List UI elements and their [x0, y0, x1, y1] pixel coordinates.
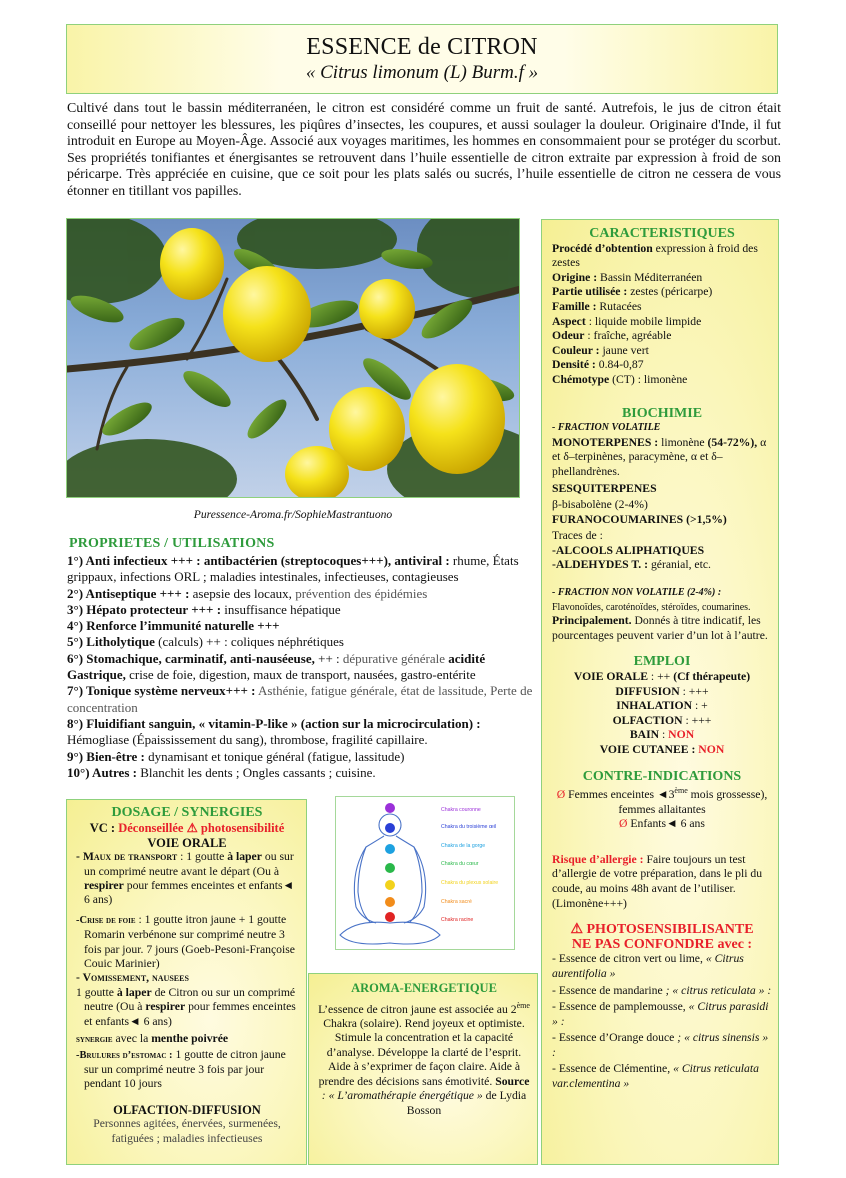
prop-item: 6°) Stomachique, carminatif, anti-nauséeuse, ++ : dépurative générale acidité Gastrique, crise de foie, digestion, maux de transport, nausées, gastro-entérite	[67, 650, 486, 683]
principalement: Principalement. Donnés à titre indicatif, les pourcentages peuvent varier d’un lot à l’autre.	[552, 614, 768, 642]
carac-row: Procédé d’obtention expression à froid des zestes	[552, 241, 758, 270]
prop-item: 4°) Renforce l’immunité naturelle +++	[67, 618, 280, 634]
chakra-dot	[385, 844, 395, 854]
aroma-content	[317, 981, 531, 1118]
prop-item: 8°) Fluidifiant sanguin, « vitamin-P-like » (action sur la microcirculation) : Hémogliase (Épaississement du sang), thrombose, fragilité capillaire.	[67, 715, 481, 748]
prop-item: 10°) Autres : Blanchit les dents ; Ongles cassants ; cuisine.	[67, 764, 376, 780]
contre-title: CONTRE-INDICATIONS	[582, 768, 742, 784]
flavonoides: Flavonoïdes, caroténoïdes, stéroïdes, coumarines.	[552, 601, 751, 613]
lemon-photo	[66, 218, 520, 498]
chakra-dot	[385, 863, 395, 873]
carac-row: Chémotype (CT) : limonène	[552, 372, 688, 386]
chakra-dot	[385, 823, 395, 833]
carac-row: Couleur : jaune vert	[552, 343, 649, 357]
confusion-item: - Essence de Clémentine, « Citrus reticulata var.clementina »	[552, 1062, 759, 1091]
props-title: PROPRIETES / UTILISATIONS	[69, 536, 275, 551]
emploi-inhalation: INHALATION : +	[616, 699, 708, 713]
voie-orale: VOIE ORALE	[147, 835, 227, 850]
chakra-label: Chakra du plexus solaire	[441, 880, 499, 886]
emploi-diffusion: DIFFUSION : +++	[615, 684, 709, 698]
emploi-orale: VOIE ORALE : ++ (Cf thérapeute)	[573, 669, 751, 683]
prop-item: 3°) Hépato protecteur +++ : insuffisance hépatique	[67, 601, 341, 617]
monoterpenes: MONOTERPENES : limonène (54-72%), α et δ–terpinènes, paracymène, α et δ–phellandrènes.	[552, 435, 767, 478]
dosage-content	[76, 806, 298, 1146]
prop-item: 1°) Anti infectieux +++ : antibactérien (streptocoques+++), antiviral : rhume, États grippaux, infections ORL ; maladies intestinales, infectieuses, contagieuses	[67, 553, 519, 585]
risque-allergie: Risque d’allergie : Faire toujours un test d’allergie de votre préparation, dans le pli du coude, au moins 48h avant de l’utiliser. (Limonène+++)	[552, 852, 763, 910]
confusion-item: - Essence de citron vert ou lime, « Citrus aurentifolia »	[552, 952, 744, 980]
carac-row: Origine : Bassin Méditerranéen	[552, 270, 703, 284]
chakra-dots	[385, 803, 395, 922]
chakra-figure	[335, 796, 515, 950]
carac-row: Densité : 0.84-0,87	[552, 358, 644, 372]
chakra-label: Chakra du troisième œil	[441, 824, 497, 830]
photosens-subtitle: NE PAS CONFONDRE avec :	[571, 936, 753, 952]
confusion-item: - Essence d’Orange douce ; « citrus sinensis » :	[552, 1031, 769, 1059]
props-list	[67, 553, 537, 781]
aroma-title: AROMA-ENERGETIQUE	[351, 981, 497, 995]
chakra-labels	[441, 807, 498, 923]
chakra-label: Chakra racine	[441, 917, 474, 923]
carac-row: Aspect : liquide mobile limpide	[552, 314, 702, 328]
bisabolene: β-bisabolène (2-4%)	[552, 498, 648, 512]
carac-title: CARACTERISTIQUES	[589, 226, 735, 241]
chakra-label: Chakra de la gorge	[441, 843, 486, 849]
confusion-item: - Essence de pamplemousse, « Citrus parasidi » :	[552, 1000, 769, 1028]
chakra-label: Chakra sacré	[441, 899, 472, 905]
emploi-olfaction: OLFACTION : +++	[612, 713, 712, 727]
frac-non-volatile: - FRACTION NON VOLATILE (2-4%) :	[552, 587, 722, 599]
chakra-dot	[385, 803, 395, 813]
furanocoumarines: FURANOCOUMARINES (>1,5%)	[552, 512, 727, 526]
prop-item: 7°) Tonique système nerveux+++ : Asthénie, fatigue générale, état de lassitude, Perte de concentration	[67, 683, 533, 715]
prop-item: 5°) Litholytique (calculs) ++ : coliques néphrétiques	[67, 634, 344, 650]
crise-foie: -Crise de foie : 1 goutte itron jaune + 1 goutte Romarin verbénone sur comprimé neutre 3 fois par jour. 7 jours (Goeb-Pesoni-Françoise Couic Marinier)	[76, 912, 295, 971]
dosage-title: DOSAGE / SYNERGIES	[111, 805, 263, 820]
right-column-content	[552, 225, 772, 1092]
alcools: -ALCOOLS ALIPHATIQUES	[552, 543, 705, 557]
chakra-meditation-figure	[336, 797, 516, 951]
photosens-list	[552, 952, 772, 1091]
lemon-tree-illustration	[67, 219, 520, 498]
chakra-dot	[385, 897, 395, 907]
carac-row: Famille : Rutacées	[552, 299, 642, 313]
olfaction-text: Personnes agitées, énervées, surmenées, fatiguées ; maladies infectieuses	[93, 1117, 281, 1145]
sesquiterpenes: SESQUITERPENES	[552, 481, 657, 495]
photo-caption: Puressence-Aroma.fr/SophieMastrantuono	[193, 508, 393, 521]
brulures: -Brulures d’estomac : 1 goutte de citron jaune sur un comprimé neutre 3 fois par jour pendant 10 jours	[76, 1047, 286, 1091]
carac-list	[552, 242, 772, 388]
carac-row: Partie utilisée : zestes (péricarpe)	[552, 285, 713, 299]
emploi-cutanee: VOIE CUTANEE : NON	[599, 742, 725, 756]
aroma-text: L’essence de citron jaune est associée au 2ème Chakra (solaire). Rend joyeux et optimiste. Stimule la concentration et la capacité d’analyse. Développe la clarté de l’esprit. Aide à s’exprimer de façon claire. Aide à prendre des décisions sans émotivité. Source : « L’aromathérapie énergétique » de Lydia Bosson	[318, 1000, 530, 1117]
title-box	[66, 24, 778, 94]
contre-femmes: Ø Femmes enceintes ◄3ème mois grossesse), femmes allaitantes	[556, 786, 768, 816]
aldehydes: -ALDEHYDES T. : géranial, etc.	[552, 558, 711, 572]
vomissement: - Vomissement, nausees	[76, 971, 189, 985]
intro-paragraph: Cultivé dans tout le bassin méditerranéen, le citron est considéré comme un fruit de santé. Autrefois, le jus de citron était conseillé pour nettoyer les blessures, les piqûres d’insectes, les coupures, et aussi soulager la douleur. Originaire d'Inde, il fut introduit en Europe au Moyen-Âge. Associé aux voyages maritimes, les hommes en consommaient pour se protéger du scorbut. Ses propriétés tonifiantes et énergisantes se retrouvent dans l’huile essentielle de citron extraite par expression à froid de son péricarpe. Très appréciée en cuisine, que ce soit pour les plats salés ou sucrés, l’huile essentielle de citron ne cessera de vous étonner en titillant vos papilles.	[67, 101, 781, 199]
chakra-dot	[385, 912, 395, 922]
page-title: ESSENCE de CITRON	[306, 34, 538, 60]
confusion-item: - Essence de mandarine ; « citrus reticulata » :	[552, 983, 772, 997]
page-subtitle: « Citrus limonum (L) Burm.f »	[305, 62, 539, 83]
traces: Traces de :	[552, 529, 603, 543]
maux-transport: - Maux de transport : 1 goutte à laper ou sur un comprimé neutre avant le départ (Ou à respirer pour femmes enceintes et enfants◄ 6 ans)	[76, 850, 295, 907]
prop-item: 2°) Antiseptique +++ : asepsie des locaux, prévention des épidémies	[67, 585, 428, 601]
vomissement-text: 1 goutte à laper de Citron ou sur un comprimé neutre (Ou à respirer pour femmes enceintes et enfants◄ 6 ans)	[76, 985, 296, 1028]
chakra-label: Chakra couronne	[441, 807, 481, 813]
photosens-title: ⚠ PHOTOSENSIBILISANTE	[570, 922, 754, 938]
contre-enfants: Ø Enfants◄ 6 ans	[619, 817, 705, 831]
carac-row: Odeur : fraîche, agréable	[552, 329, 672, 343]
emploi-title: EMPLOI	[633, 654, 691, 670]
emploi-bain: BAIN : NON	[629, 728, 695, 742]
olfaction-title: OLFACTION-DIFFUSION	[113, 1102, 261, 1117]
chakra-dot	[385, 880, 395, 890]
frac-volatile: - FRACTION VOLATILE	[552, 422, 661, 434]
prop-item: 9°) Bien-être : dynamisant et tonique général (fatigue, lassitude)	[67, 748, 405, 764]
bio-title: BIOCHIMIE	[621, 405, 703, 421]
synergie: synergie avec la menthe poivrée	[76, 1032, 229, 1046]
chakra-label: Chakra du cœur	[441, 861, 479, 867]
dosage-vc: VC : Déconseillée ⚠ photosensibilité	[89, 821, 285, 836]
